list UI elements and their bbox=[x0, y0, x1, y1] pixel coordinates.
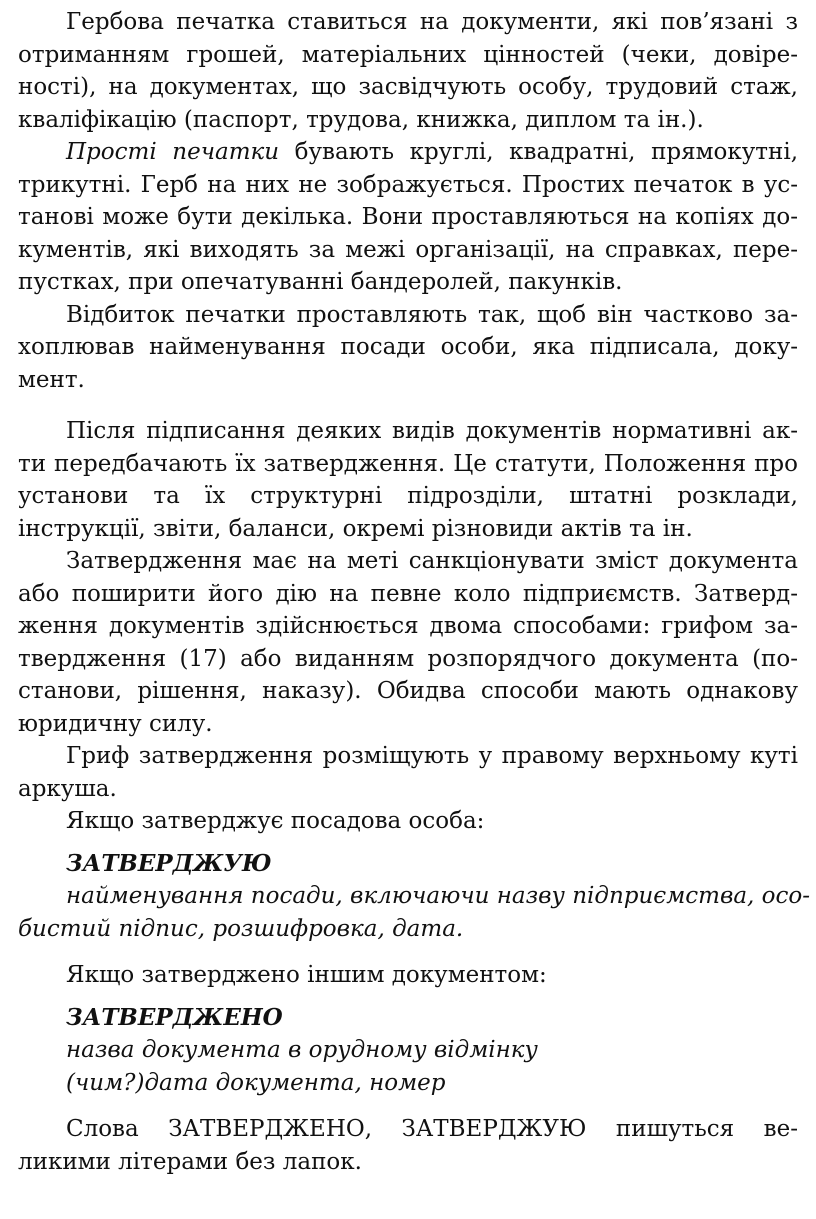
text-line: юридичну силу. bbox=[18, 710, 213, 737]
paragraph-capital-letters bbox=[18, 1113, 798, 1178]
paragraph-stamp-placement bbox=[18, 740, 798, 805]
stamp-title: ЗАТВЕРДЖЕНО bbox=[66, 1003, 283, 1031]
text-line: ження документів здійснюється двома способами: грифом за- bbox=[18, 613, 798, 639]
text-line: Після підписання деяких видів документів нормативні ак- bbox=[66, 418, 798, 444]
text-line: аркуша. bbox=[18, 775, 117, 802]
text-line: твердження (17) або виданням розпорядчого документа (по- bbox=[18, 645, 798, 672]
text-line: ликими літерами без лапок. bbox=[18, 1148, 362, 1175]
text-fragment: бувають круглі, квадратні, прямокутні, bbox=[279, 139, 798, 165]
paragraph-approval-intro bbox=[18, 415, 798, 545]
text-line: станови, рішення, наказу). Обидва способи мають однакову bbox=[18, 678, 798, 704]
text-line: кваліфікацію (паспорт, трудова, книжка, диплом та ін.). bbox=[18, 106, 704, 133]
stamp-line: бистий підпис, розшифровка, дата. bbox=[18, 915, 464, 942]
text-line: Затвердження має на меті санкціонувати зміст документа bbox=[66, 548, 798, 574]
stamp-line: найменування посади, включаючи назву підприємства, осо- bbox=[66, 883, 811, 909]
text-line: танові може бути декілька. Вони проставляються на копіях до- bbox=[18, 204, 798, 230]
text-line: або поширити його дію на певне коло підприємств. Затверд- bbox=[18, 580, 798, 607]
text-line: кументів, які виходять за межі організації, на справках, пере- bbox=[18, 236, 798, 263]
paragraph-other-document bbox=[18, 959, 798, 992]
text-line: Якщо затверджено іншим документом: bbox=[66, 962, 547, 988]
text-line: Відбиток печатки проставляють так, щоб він частково за- bbox=[66, 301, 798, 328]
stamp-line: (чим?)дата документа, номер bbox=[66, 1069, 446, 1096]
text-line: Слова ЗАТВЕРДЖЕНО, ЗАТВЕРДЖУЮ пишуться ве- bbox=[66, 1116, 798, 1142]
approval-stamp-document bbox=[18, 1002, 798, 1100]
text-line: установи та їх структурні підрозділи, штатні розклади, bbox=[18, 483, 798, 509]
text-line: ності), на документах, що засвідчують особу, трудовий стаж, bbox=[18, 74, 798, 100]
text-line: хоплював найменування посади особи, яка підписала, доку- bbox=[18, 334, 798, 360]
document-page bbox=[18, 6, 811, 1178]
text-line: трикутні. Герб на них не зображується. Простих печаток в ус- bbox=[18, 171, 798, 198]
stamp-line: назва документа в орудному відмінку bbox=[66, 1037, 538, 1063]
paragraph-coat-of-arms-seal bbox=[18, 6, 798, 136]
text-line: інструкції, звіти, баланси, окремі різновиди актів та ін. bbox=[18, 515, 693, 542]
stamp-title: ЗАТВЕРДЖУЮ bbox=[66, 849, 272, 877]
text-line: пустках, при опечатуванні бандеролей, пакунків. bbox=[18, 269, 623, 295]
text-line: Гербова печатка ставиться на документи, які пов’язані з bbox=[66, 9, 798, 35]
text-line: отриманням грошей, матеріальних цінностей (чеки, довіре- bbox=[18, 41, 798, 68]
text-line bbox=[18, 136, 798, 169]
paragraph-seal-imprint bbox=[18, 299, 798, 397]
paragraph-approval-purpose bbox=[18, 545, 798, 740]
italic-term: Прості печатки bbox=[66, 139, 280, 165]
text-line: Гриф затвердження розміщують у правому верхньому куті bbox=[66, 743, 798, 769]
paragraph-official-approves bbox=[18, 805, 798, 838]
approval-stamp-official bbox=[18, 848, 811, 946]
text-line: Якщо затверджує посадова особа: bbox=[66, 808, 485, 834]
text-line: ти передбачають їх затвердження. Це статути, Положення про bbox=[18, 450, 798, 477]
text-line: мент. bbox=[18, 366, 85, 393]
paragraph-simple-seals bbox=[18, 136, 798, 299]
